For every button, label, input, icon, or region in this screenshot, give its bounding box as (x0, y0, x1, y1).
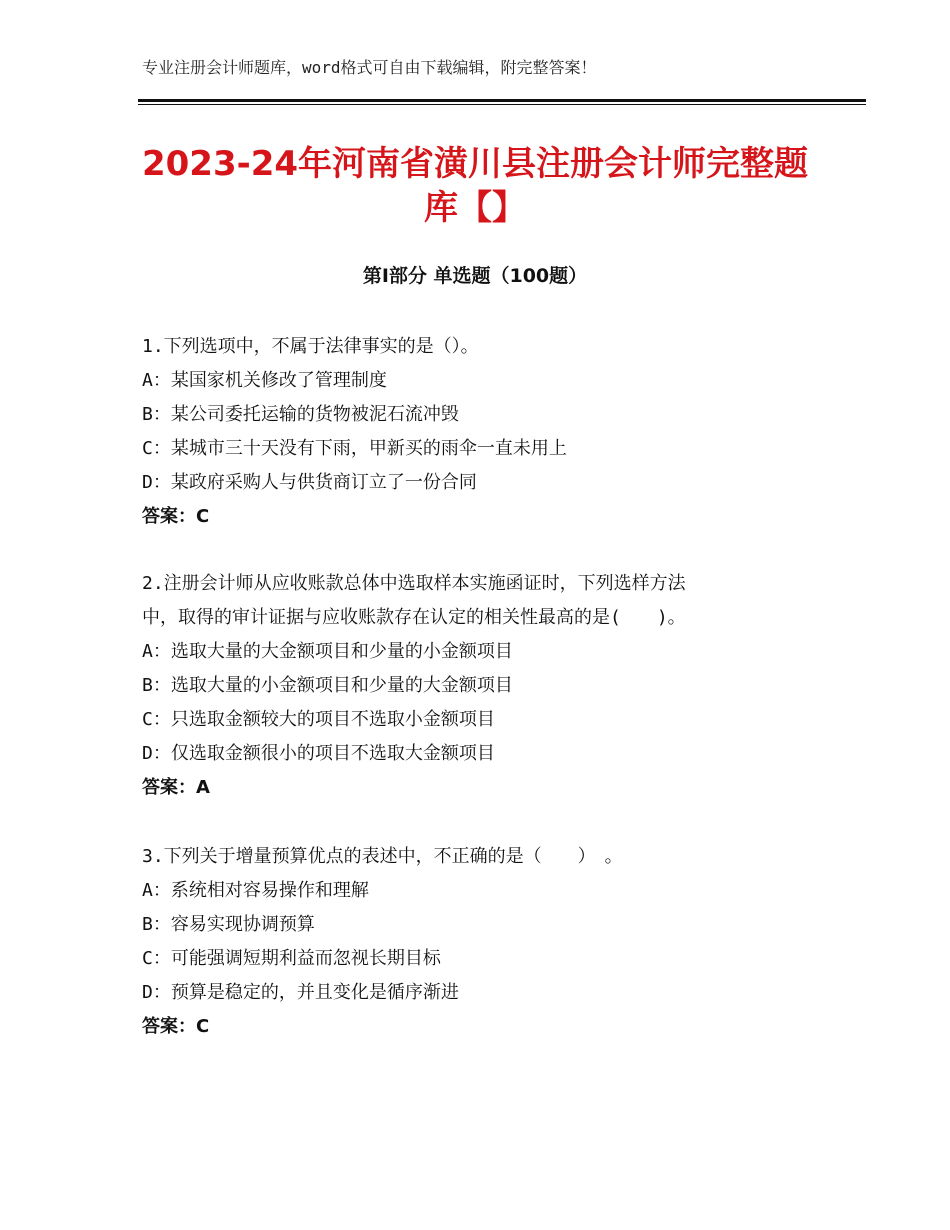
option-c: C：某城市三十天没有下雨，甲新买的雨伞一直未用上 (142, 438, 567, 459)
question-stem: 2.注册会计师从应收账款总体中选取样本实施函证时，下列选样方法 (142, 573, 686, 594)
option-c: C：可能强调短期利益而忽视长期目标 (142, 948, 441, 969)
document-title-line-2: 库【】 (424, 188, 526, 228)
question-2 (142, 567, 812, 805)
question-3 (142, 840, 812, 1044)
option-d: D：某政府采购人与供货商订立了一份合同 (142, 472, 477, 493)
option-d: D：预算是稳定的，并且变化是循序渐进 (142, 982, 459, 1003)
option-b: B：容易实现协调预算 (142, 914, 315, 935)
answer: 答案：C (142, 1016, 210, 1037)
option-b: B：选取大量的小金额项目和少量的大金额项目 (142, 675, 513, 696)
option-c: C：只选取金额较大的项目不选取小金额项目 (142, 709, 495, 730)
header-divider-thin (138, 104, 866, 105)
answer: 答案：A (142, 777, 210, 798)
option-b: B：某公司委托运输的货物被泥石流冲毁 (142, 404, 459, 425)
document-title (100, 142, 850, 230)
document-title-line-1: 2023-24年河南省潢川县注册会计师完整题 (141, 144, 809, 184)
question-1 (142, 330, 812, 534)
option-a: A：某国家机关修改了管理制度 (142, 370, 387, 391)
option-a: A：选取大量的大金额项目和少量的小金额项目 (142, 641, 513, 662)
header-note: 专业注册会计师题库，word格式可自由下载编辑，附完整答案！ (142, 58, 597, 77)
section-title: 第Ⅰ部分 单选题（100题） (362, 265, 588, 287)
question-stem: 3.下列关于增量预算优点的表述中，不正确的是（ ） 。 (142, 846, 623, 867)
option-d: D：仅选取金额很小的项目不选取大金额项目 (142, 743, 495, 764)
option-a: A：系统相对容易操作和理解 (142, 880, 369, 901)
question-stem-continued: 中，取得的审计证据与应收账款存在认定的相关性最高的是( )。 (142, 607, 686, 628)
answer: 答案：C (142, 506, 210, 527)
header-divider-thick (138, 99, 866, 102)
question-stem: 1.下列选项中，不属于法律事实的是（）。 (142, 336, 479, 357)
